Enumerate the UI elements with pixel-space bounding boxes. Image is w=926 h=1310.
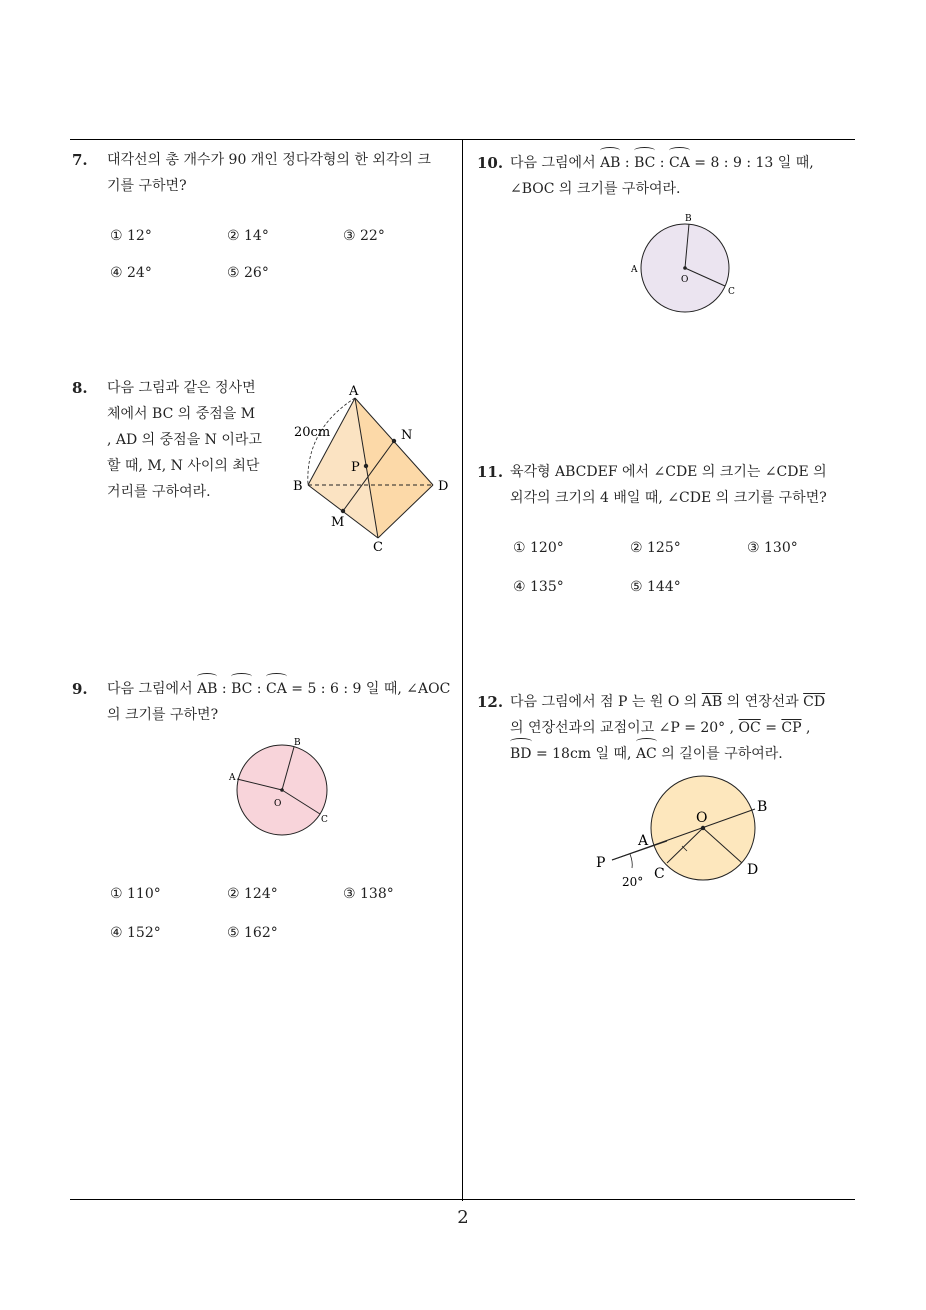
question-number: 8. xyxy=(72,379,88,397)
column-divider xyxy=(462,139,463,1201)
question-line: 기를 구하면? xyxy=(107,178,187,194)
arc-ab: AB xyxy=(600,150,620,176)
option-2[interactable]: ② 125° xyxy=(630,540,681,556)
tetrahedron-figure xyxy=(288,378,463,558)
question-line: 대각선의 총 개수가 90 개인 정다각형의 한 외각의 크 xyxy=(107,152,431,168)
center-o-label: O xyxy=(696,810,708,826)
point-a-label: A xyxy=(631,265,638,275)
option-4[interactable]: ④ 135° xyxy=(513,579,564,595)
question-line: 육각형 ABCDEF 에서 ∠CDE 의 크기는 ∠CDE 의 xyxy=(510,464,827,480)
center-o-label: O xyxy=(274,799,282,809)
question-line: ∠BOC 의 크기를 구하여라. xyxy=(510,181,681,197)
point-p-label: P xyxy=(596,855,606,871)
option-5[interactable]: ⑤ 26° xyxy=(227,265,269,281)
circle-figure-9 xyxy=(225,735,340,840)
point-d-label: D xyxy=(747,862,759,878)
arc-ca: CA xyxy=(266,676,287,702)
question-number: 11. xyxy=(477,463,504,481)
point-a-label: A xyxy=(638,833,649,849)
circle-figure-12 xyxy=(590,770,780,895)
answer-options xyxy=(72,876,457,956)
arc-ca: CA xyxy=(669,150,690,176)
point-a-label: A xyxy=(229,773,236,783)
question-line: 다음 그림과 같은 정사면 xyxy=(107,380,256,396)
question-line: 다음 그림에서 AB : BC : CA = 5 : 6 : 9 일 때, ∠AOC xyxy=(107,676,450,702)
question-number: 12. xyxy=(477,693,504,711)
page-number: 2 xyxy=(457,1207,469,1228)
segment-oc: $\overline{OC}$ xyxy=(738,720,761,736)
vertex-a-label: A xyxy=(349,384,359,399)
point-b-label: B xyxy=(294,738,301,748)
point-m-label: M xyxy=(331,515,345,530)
question-line: 다음 그림에서 AB : BC : CA = 8 : 9 : 13 일 때, xyxy=(510,150,814,176)
question-7 xyxy=(72,147,457,297)
option-3[interactable]: ③ 130° xyxy=(747,540,798,556)
option-3[interactable]: ③ 22° xyxy=(343,228,385,244)
question-11 xyxy=(477,459,862,609)
option-1[interactable]: ① 110° xyxy=(110,886,161,902)
question-line: , AD 의 중점을 N 이라고 xyxy=(107,432,262,448)
point-c-label: C xyxy=(728,287,735,297)
question-12 xyxy=(477,689,862,779)
question-line: 외각의 크기의 4 배일 때, ∠CDE 의 크기를 구하면? xyxy=(510,490,827,506)
option-1[interactable]: ① 12° xyxy=(110,228,152,244)
question-line: 다음 그림에서 점 P 는 원 O 의 $\overline{AB}$ 의 연장선과 $\overline{CD}$ xyxy=(510,694,826,710)
option-4[interactable]: ④ 24° xyxy=(110,265,152,281)
option-5[interactable]: ⑤ 144° xyxy=(630,579,681,595)
question-number: 9. xyxy=(72,680,88,698)
option-3[interactable]: ③ 138° xyxy=(343,886,394,902)
segment-ab: $\overline{AB}$ xyxy=(701,694,723,710)
point-c-label: C xyxy=(321,815,328,825)
circle-figure-10 xyxy=(625,210,745,320)
option-2[interactable]: ② 14° xyxy=(227,228,269,244)
vertex-c-label: C xyxy=(373,540,383,555)
point-n-label: N xyxy=(401,428,413,443)
point-p-label: P xyxy=(351,460,360,475)
segment-cp: $\overline{CP}$ xyxy=(781,720,802,736)
arc-ab: AB xyxy=(197,676,217,702)
option-4[interactable]: ④ 152° xyxy=(110,925,161,941)
option-5[interactable]: ⑤ 162° xyxy=(227,925,278,941)
question-line: 할 때, M, N 사이의 최단 xyxy=(107,458,260,474)
question-10 xyxy=(477,150,862,210)
question-number: 10. xyxy=(477,154,504,172)
point-b-label: B xyxy=(685,214,692,224)
center-o-label: O xyxy=(681,275,689,285)
question-line: BD = 18cm 일 때, AC 의 길이를 구하여라. xyxy=(510,741,783,767)
option-1[interactable]: ① 120° xyxy=(513,540,564,556)
question-line: 체에서 BC 의 중점을 M xyxy=(107,406,256,422)
label-20cm: 20cm xyxy=(294,425,331,440)
arc-bd: BD xyxy=(510,741,532,767)
point-c-label: C xyxy=(654,866,665,882)
vertex-b-label: B xyxy=(293,479,303,494)
point-b-label: B xyxy=(757,799,768,815)
option-2[interactable]: ② 124° xyxy=(227,886,278,902)
segment-cd: $\overline{CD}$ xyxy=(803,694,826,710)
question-line: 거리를 구하여라. xyxy=(107,484,211,500)
vertex-d-label: D xyxy=(438,479,449,494)
angle-label: 20° xyxy=(622,875,644,889)
arc-bc: BC xyxy=(231,676,252,702)
arc-ac: AC xyxy=(636,741,657,767)
question-number: 7. xyxy=(72,151,88,169)
arc-bc: BC xyxy=(634,150,655,176)
question-line: 의 연장선과의 교점이고 ∠P = 20° , $\overline{OC} = \overline{CP}$ , xyxy=(510,720,811,736)
question-line: 의 크기를 구하면? xyxy=(107,707,219,723)
